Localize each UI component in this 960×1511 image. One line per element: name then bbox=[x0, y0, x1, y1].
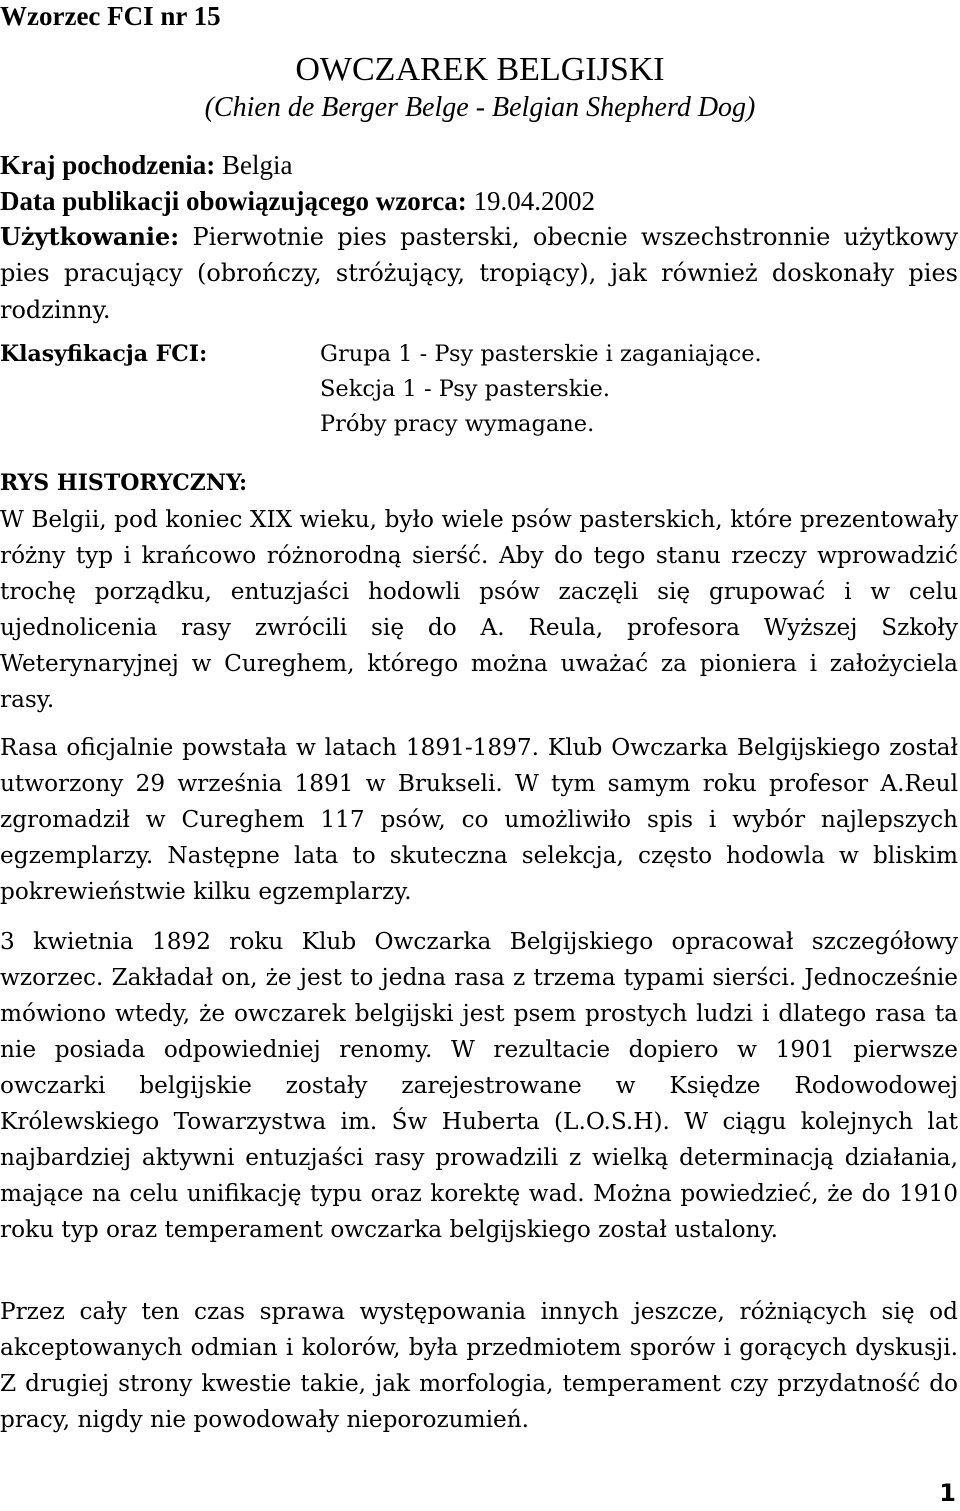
breed-title-text: OWCZAREK BELGIJSKI bbox=[295, 51, 665, 88]
breed-subtitle: (Chien de Berger Belge - Belgian Shepherd Dog) bbox=[204, 92, 756, 123]
classification-label: Klasyfikacja FCI: bbox=[0, 341, 208, 367]
history-paragraph-3: 3 kwietnia 1892 roku Klub Owczarka Belgijskiego opracował szczegółowy wzorzec. Zakładał on, że jest to jedna rasa z trzema typami sierści. Jednocześnie mówiono wtedy, że owczarek belgijski jest psem prostych ludzi i dlatego rasa ta nie posiada odpowiedniej renomy. W rezultacie dopiero w 1901 pierwsze owczarki belgijskie zostały zarejestrowane w Księdze Rodowodowej Królewskiego Towarzystwa im. Św Huberta (L.O.S.H). W ciągu kolejnych lat najbardziej aktywni entuzjaści rasy prowadzili z wielką determinacją działania, mające na celu unifikację typu oraz korektę wad. Można powiedzieć, że do 1910 roku typ oraz temperament owczarka belgijskiego został ustalony. bbox=[0, 928, 958, 1243]
usage-paragraph bbox=[0, 219, 958, 328]
page-number: 1 bbox=[939, 1479, 956, 1507]
usage-value: Pierwotnie pies pasterski, obecnie wszechstronnie użytkowy pies pracujący (obrończy, stróżujący, tropiący), jak również doskonały pies rodzinny. bbox=[0, 223, 958, 324]
history-paragraph-1: W Belgii, pod koniec XIX wieku, było wiele psów pasterskich, które prezentowały różny typ i krańcowo różnorodną sierść. Aby do tego stanu rzeczy wprowadzić trochę porządku, entuzjaści hodowli psów zaczęli się grupować i w celu ujednolicenia rasy zwrócili się do A. Reula, profesora Wyższej Szkoły Weterynaryjnej w Cureghem, którego można uważać za pioniera i założyciela rasy. bbox=[0, 506, 958, 713]
origin-value: Belgia bbox=[215, 150, 293, 180]
history-paragraph-4: Przez cały ten czas sprawa występowania innych jeszcze, różniących się od akceptowanych odmian i kolorów, była przedmiotem sporów i gorących dyskusji. Z drugiej strony kwestie takie, jak morfologia, temperament czy przydatność do pracy, nigdy nie powodowały nieporozumień. bbox=[0, 1298, 958, 1433]
classification-section: Sekcja 1 - Psy pasterskie. bbox=[320, 376, 610, 402]
publication-line bbox=[0, 184, 595, 218]
history-paragraph-2: Rasa oficjalnie powstała w latach 1891-1897. Klub Owczarka Belgijskiego został utworzony 29 września 1891 w Brukseli. W tym samym roku profesor A.Reul zgromadził w Cureghem 117 psów, co umożliwiło spis i wybór najlepszych egzemplarzy. Następne lata to skuteczna selekcja, często hodowla w bliskim pokrewieństwie kilku egzemplarzy. bbox=[0, 734, 958, 905]
origin-line bbox=[0, 148, 292, 182]
breed-title bbox=[0, 50, 960, 90]
standard-number: Wzorzec FCI nr 15 bbox=[0, 1, 221, 31]
publication-value: 19.04.2002 bbox=[466, 186, 595, 216]
origin-label: Kraj pochodzenia: bbox=[0, 150, 216, 180]
publication-label: Data publikacji obowiązującego wzorca: bbox=[0, 186, 467, 216]
classification-trials: Próby pracy wymagane. bbox=[320, 411, 595, 437]
usage-label: Użytkowanie: bbox=[0, 222, 180, 251]
history-heading: RYS HISTORYCZNY: bbox=[0, 470, 248, 496]
classification-group: Grupa 1 - Psy pasterskie i zaganiające. bbox=[320, 341, 762, 367]
